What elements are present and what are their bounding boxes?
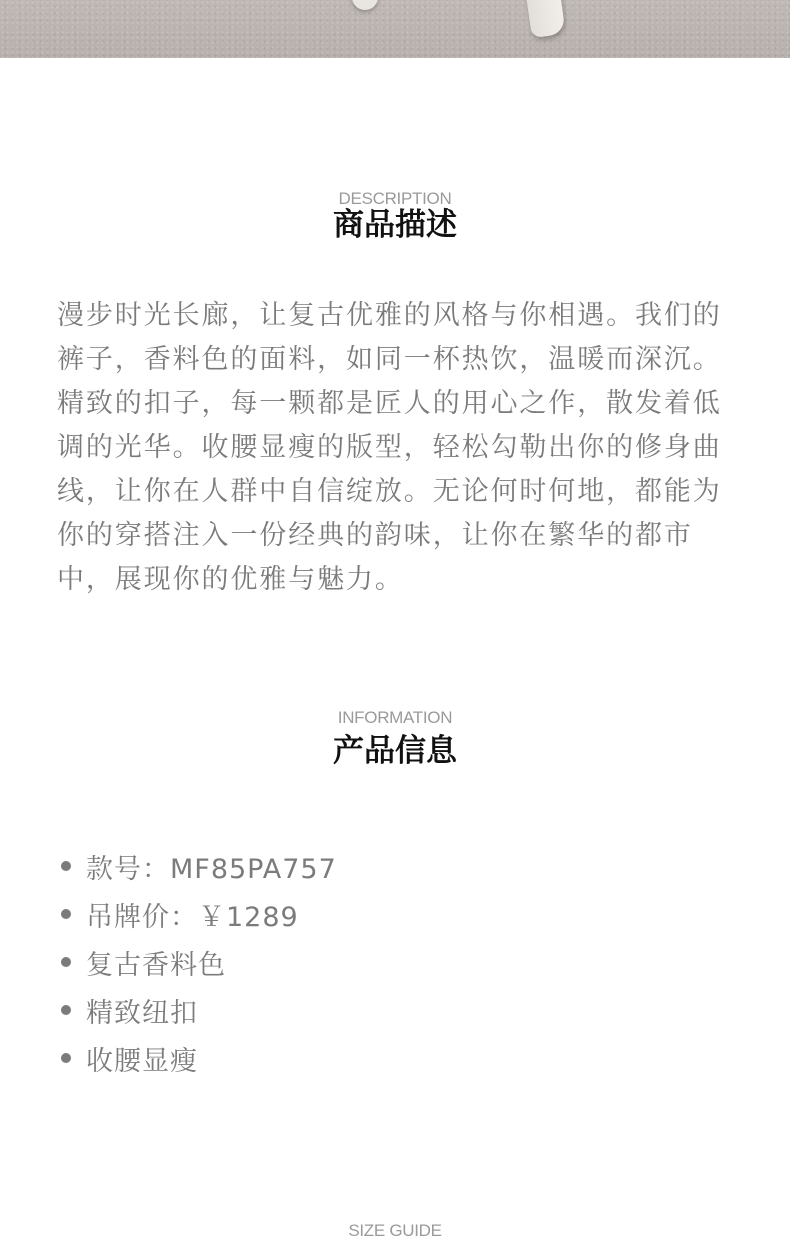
information-subtitle: INFORMATION <box>337 708 453 727</box>
size-guide-subtitle: SIZE GUIDE <box>348 1221 442 1240</box>
information-title: 产品信息 <box>333 733 457 769</box>
info-item-color <box>61 938 337 986</box>
info-item-fit <box>61 1034 337 1082</box>
product-photo <box>0 0 790 58</box>
product-description: 漫步时光长廊，让复古优雅的风格与你相遇。我们的裤子，香料色的面料，如同一杯热饮，温暖而深沉。精致的扣子，每一颗都是匠人的用心之作，散发着低调的光华。收腰显瘦的版型，轻松勾勒出你的修身曲线，让你在人群中自信绽放。无论何时何地，都能为你的穿搭注入一份经典的韵味，让你在繁华的都市中，展现你的优雅与魅力。 <box>57 300 722 595</box>
info-item-tag-price <box>61 890 337 938</box>
bullet-icon <box>61 1053 71 1063</box>
description-title: 商品描述 <box>333 207 457 243</box>
info-item-style-number <box>61 842 337 890</box>
bullet-icon <box>61 957 71 967</box>
description-subtitle: DESCRIPTION <box>338 189 452 208</box>
info-item-text: 收腰显瘦 <box>86 1045 198 1077</box>
shoe-right-image <box>524 0 565 38</box>
bullet-icon <box>61 861 71 871</box>
info-item-text: 款号：MF85PA757 <box>86 853 337 885</box>
info-item-buttons <box>61 986 337 1034</box>
bullet-icon <box>61 909 71 919</box>
info-item-text: 吊牌价：￥1289 <box>86 901 299 933</box>
shoe-left-image <box>352 0 378 10</box>
bullet-icon <box>61 1005 71 1015</box>
product-info-list <box>61 842 337 1082</box>
info-item-text: 复古香料色 <box>86 949 226 981</box>
info-item-text: 精致纽扣 <box>86 997 198 1029</box>
